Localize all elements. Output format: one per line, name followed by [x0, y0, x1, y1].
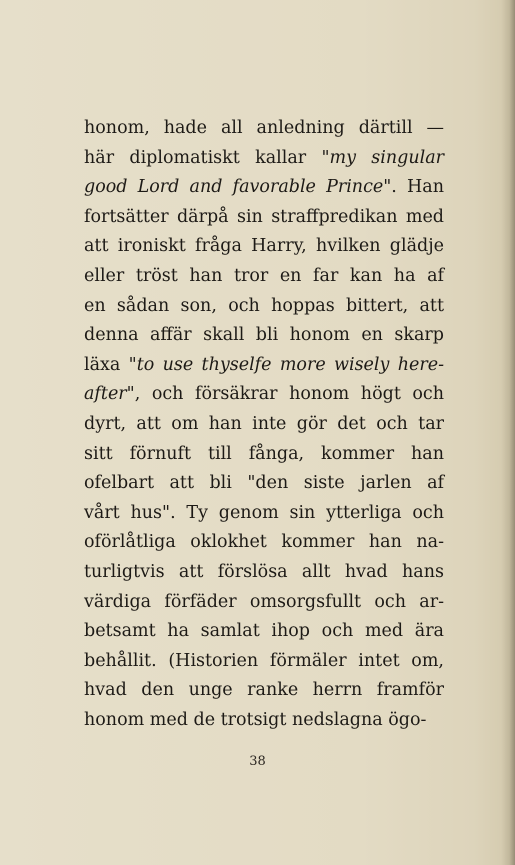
text-line-8: denna affär skall bli honom en skarp	[84, 325, 444, 346]
text-line-15: oförlåtliga oklokhet kommer han na-	[84, 532, 444, 553]
text-line-3: good Lord and favorable Prince". Han	[84, 177, 444, 198]
english-quote: after"	[84, 384, 135, 405]
english-quote: "my singular	[321, 147, 444, 168]
english-quote: "to use thyselfe more wisely here-	[128, 354, 444, 375]
text-line-10: after", och försäkrar honom högt och	[84, 384, 444, 405]
page-number: 38	[249, 754, 266, 769]
page-edge-shadow	[501, 0, 515, 865]
text-line-20: hvad den unge ranke herrn framför	[84, 680, 444, 701]
text-line-1: honom, hade all anledning därtill —	[84, 118, 444, 138]
text-line-7: en sådan son, och hoppas bittert, att	[84, 295, 444, 316]
text-line-18: betsamt ha samlat ihop och med ära	[84, 621, 444, 642]
text-line-13: ofelbart att bli "den siste jarlen af	[84, 473, 444, 494]
text-line-21: honom med de trotsigt nedslagna ögo-	[84, 709, 427, 730]
text-line-4: fortsätter därpå sin straffpredikan med	[84, 206, 444, 227]
text-line-6: eller tröst han tror en far kan ha af	[84, 265, 444, 286]
text-line-9: läxa "to use thyselfe more wisely here-	[84, 354, 444, 375]
text-line-14: vårt hus". Ty genom sin ytterliga och	[84, 502, 444, 523]
text-line-11: dyrt, att om han inte gör det och tar	[84, 413, 444, 434]
text-line-17: värdiga förfäder omsorgsfullt och ar-	[84, 591, 444, 612]
body-text	[84, 114, 444, 735]
text-line-12: sitt förnuft till fånga, kommer han	[84, 443, 444, 464]
text-line-19: behållit. (Historien förmäler intet om,	[84, 650, 444, 671]
text-line-5: att ironiskt fråga Harry, hvilken glädje	[84, 236, 444, 257]
english-quote: good Lord and favorable Prince"	[84, 177, 392, 198]
text-line-2: här diplomatiskt kallar "my singular	[84, 147, 444, 168]
text-line-16: turligtvis att förslösa allt hvad hans	[84, 561, 444, 582]
